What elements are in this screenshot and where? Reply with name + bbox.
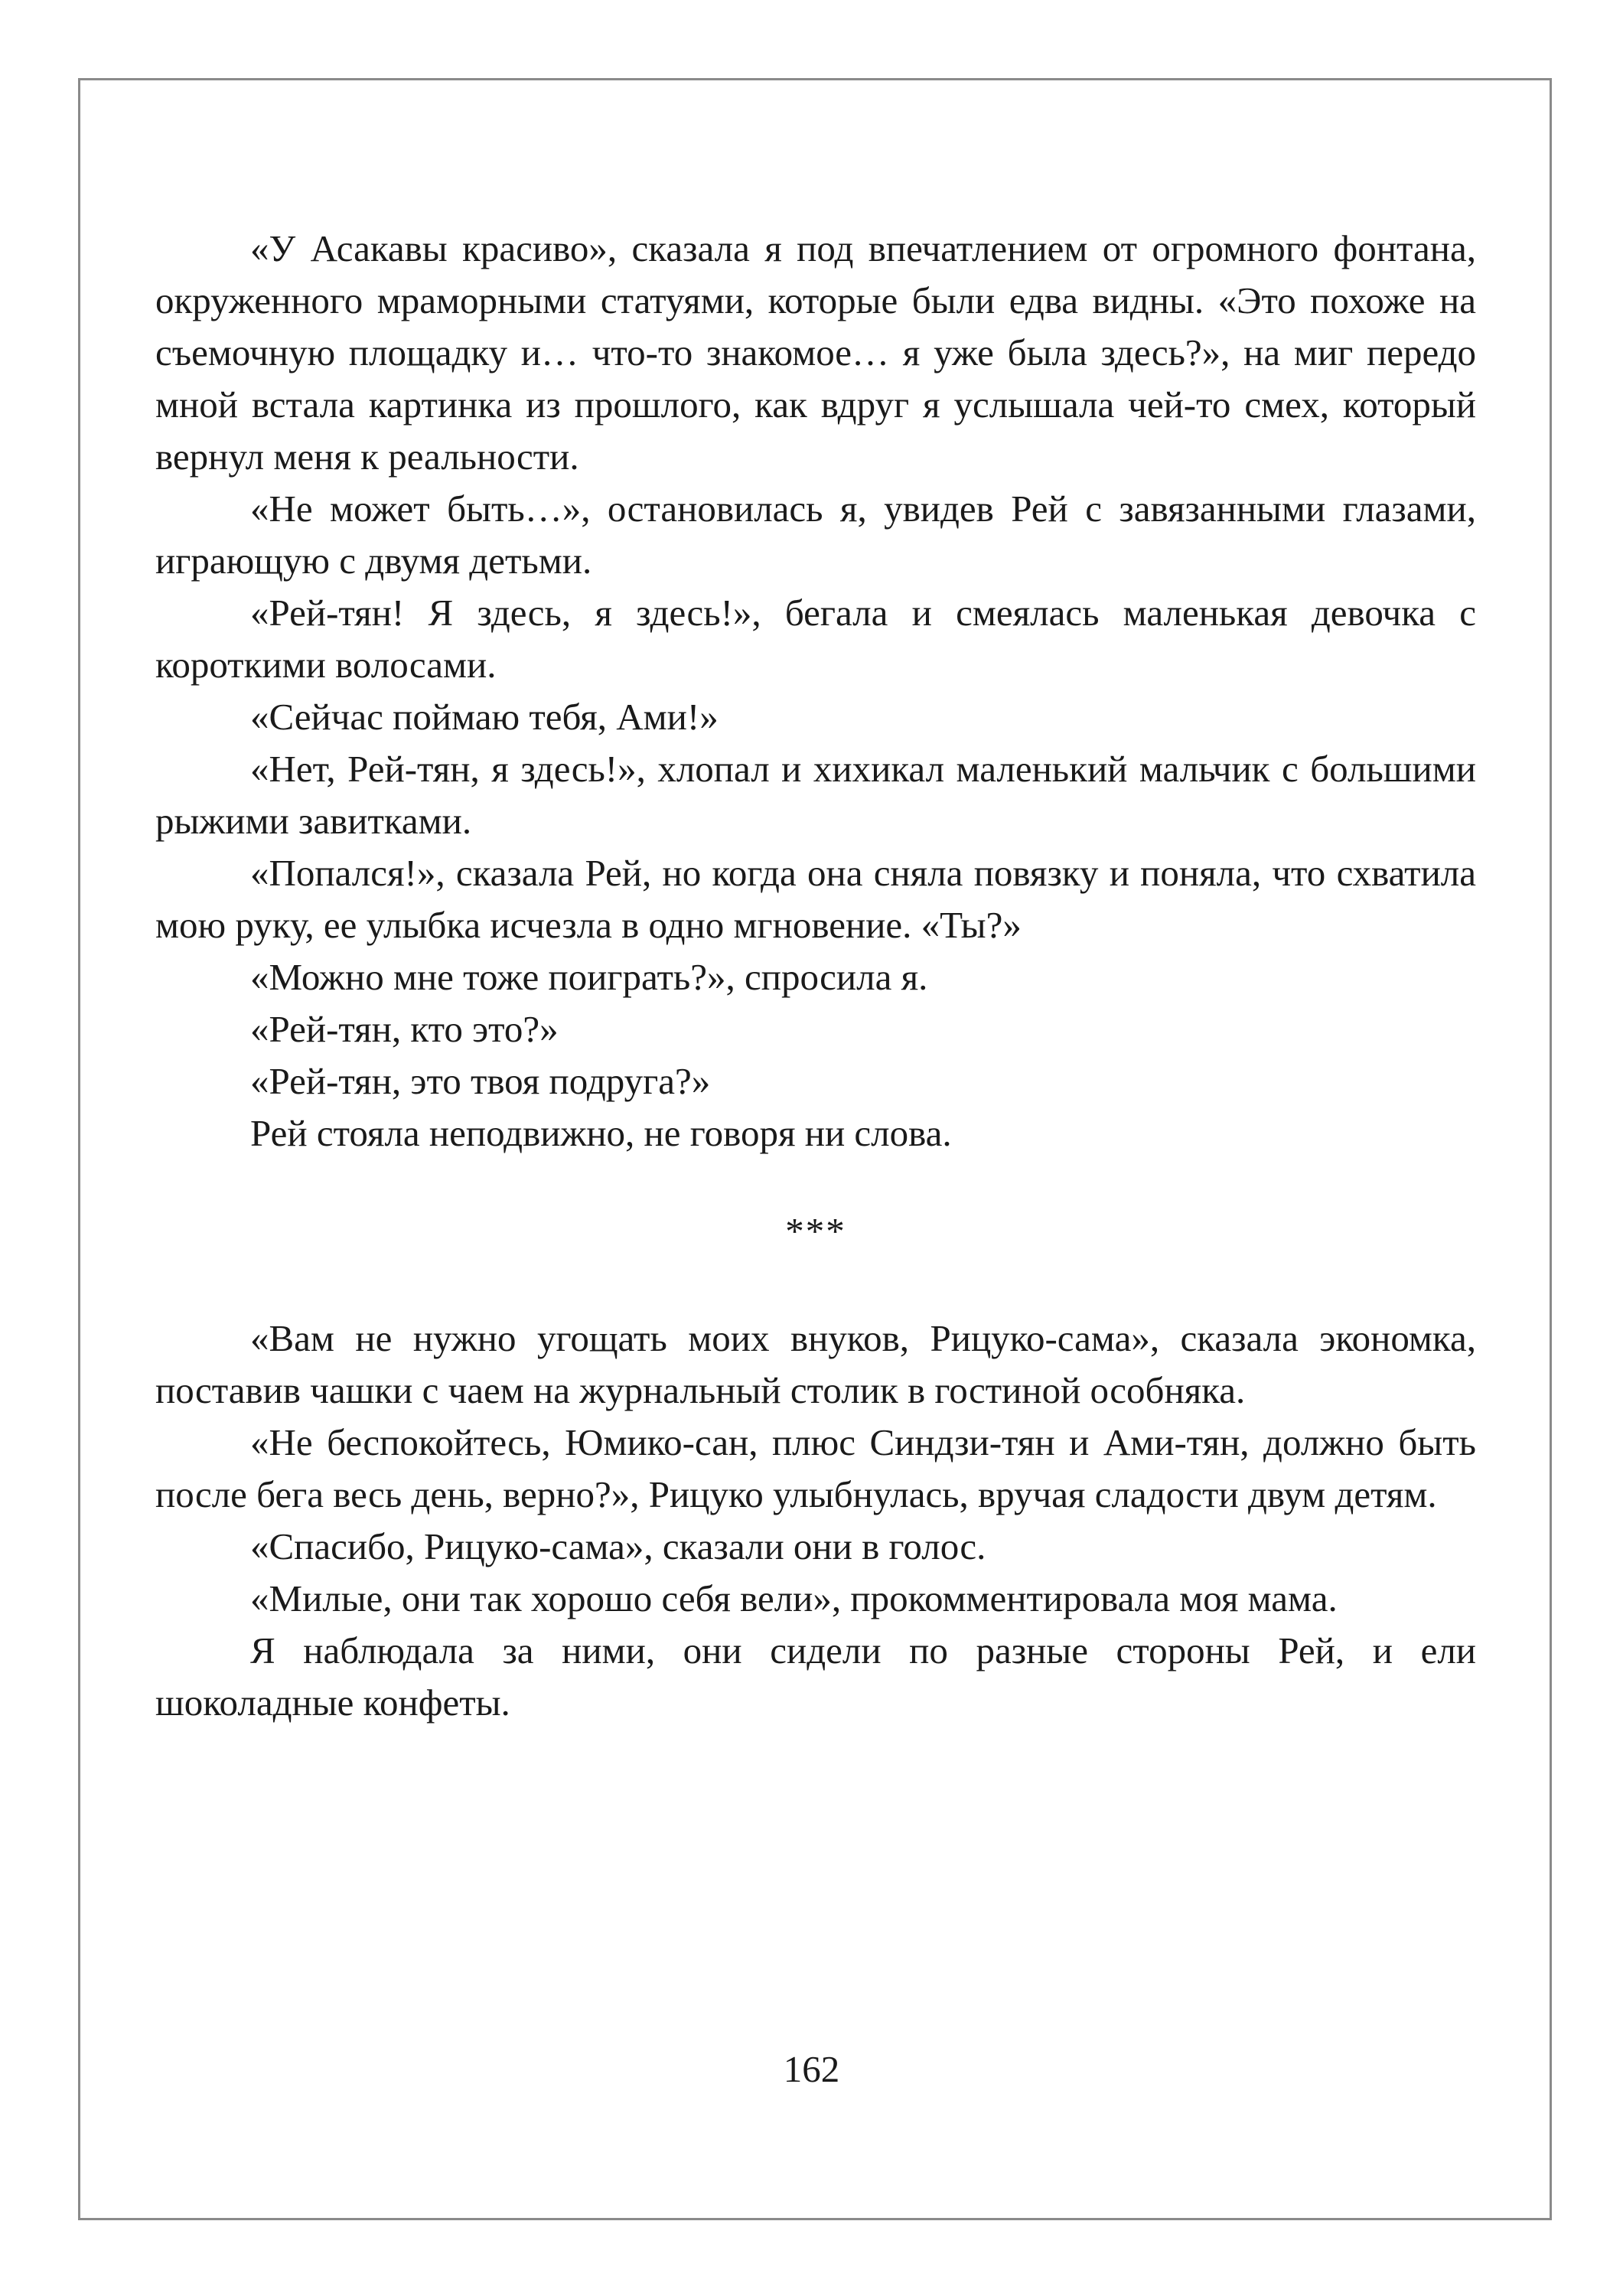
section-separator: *** bbox=[785, 1210, 846, 1252]
paragraph: «Милые, они так хорошо себя вели», прокомментировала моя мама. bbox=[250, 1577, 1338, 1619]
paragraph: «Можно мне тоже поиграть?», спросила я. bbox=[250, 956, 928, 998]
paragraph: «Не может быть…», остановилась я, увидев Рей с завязанными глазами, играющую с двумя детьми. bbox=[155, 488, 1476, 582]
paragraph: Я наблюдала за ними, они сидели по разные стороны Рей, и ели шоколадные конфеты. bbox=[155, 1629, 1476, 1724]
paragraph: «Не беспокойтесь, Юмико-сан, плюс Синдзи-тян и Ами-тян, должно быть после бега весь день, верно?», Рицуко улыбнулась, вручая сладости двум детям. bbox=[155, 1421, 1476, 1515]
paragraph: «Рей-тян, это твоя подруга?» bbox=[250, 1060, 711, 1102]
body-text bbox=[155, 223, 1476, 1729]
paragraph: «У Асакавы красиво», сказала я под впечатлением от огромного фонтана, окруженного мраморными статуями, которые были едва видны. «Это похоже на съемочную площадку и… что-то знакомое… я уже была здесь?», на миг передо мной встала картинка из прошлого, как вдруг я услышала чей-то смех, который вернул меня к реальности. bbox=[155, 227, 1476, 478]
paragraph: Рей стояла неподвижно, не говоря ни слова. bbox=[250, 1112, 952, 1154]
paragraph: «Рей-тян! Я здесь, я здесь!», бегала и смеялась маленькая девочка с короткими волосами. bbox=[155, 592, 1476, 686]
paragraph: «Нет, Рей-тян, я здесь!», хлопал и хихикал маленький мальчик с большими рыжими завитками. bbox=[155, 748, 1476, 842]
paragraph: «Рей-тян, кто это?» bbox=[250, 1008, 559, 1050]
page-number: 162 bbox=[783, 2048, 840, 2090]
paragraph: «Спасибо, Рицуко-сама», сказали они в голос. bbox=[250, 1525, 986, 1567]
paragraph: «Сейчас поймаю тебя, Ами!» bbox=[250, 696, 719, 738]
paragraph: «Вам не нужно угощать моих внуков, Рицуко-сама», сказала экономка, поставив чашки с чаем на журнальный столик в гостиной особняка. bbox=[155, 1317, 1476, 1411]
paragraph: «Попался!», сказала Рей, но когда она сняла повязку и поняла, что схватила мою руку, ее улыбка исчезла в одно мгновение. «Ты?» bbox=[155, 852, 1476, 946]
